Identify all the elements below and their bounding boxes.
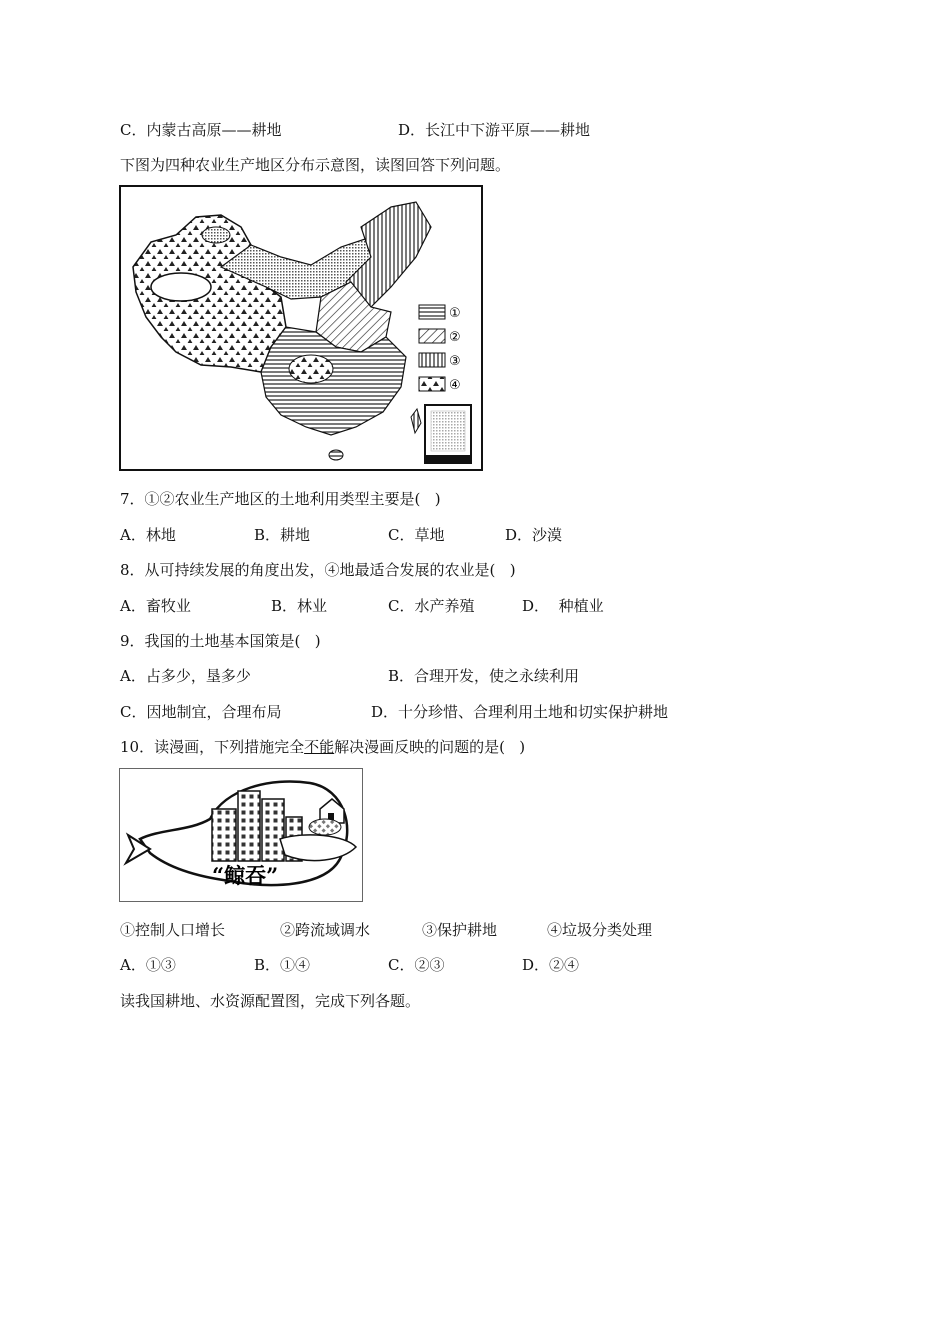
legend-label-1: ①	[449, 306, 461, 321]
q9-option-d: D．十分珍惜、合理利用土地和切实保护耕地	[371, 703, 669, 721]
q10-option-a: A．①③	[120, 956, 176, 974]
q10-option-b: B．①④	[254, 956, 311, 974]
legend-label-2: ②	[449, 330, 461, 345]
q7-option-d: D．沙漠	[505, 526, 563, 544]
q10-stem-underlined: 不能	[304, 738, 335, 756]
q9-stem: 9．我国的土地基本国策是( )	[120, 632, 321, 650]
map-intro-text: 下图为四种农业生产地区分布示意图，读图回答下列问题。	[120, 156, 511, 174]
q7-option-a: A．林地	[120, 526, 176, 544]
q7-option-b: B．耕地	[254, 526, 311, 544]
q10-option-c: C．②③	[388, 956, 445, 974]
q10-option-d: D．②④	[522, 956, 580, 974]
china-agriculture-map	[121, 187, 481, 469]
q10-measure-3: ③保护耕地	[422, 921, 498, 939]
q10-measure-1: ①控制人口增长	[120, 921, 226, 939]
q6-option-c: C．内蒙古高原——耕地	[120, 121, 282, 139]
q8-option-b: B．林业	[271, 597, 328, 615]
whale-swallowing-city-comic	[120, 769, 362, 901]
legend-label-3: ③	[449, 354, 461, 369]
q7-stem: 7．①②农业生产地区的土地利用类型主要是( )	[120, 490, 441, 508]
q8-option-d: D． 种植业	[522, 597, 604, 615]
legend-label-4: ④	[449, 378, 461, 393]
next-section-intro: 读我国耕地、水资源配置图，完成下列各题。	[120, 992, 421, 1010]
q9-option-a: A．占多少，垦多少	[120, 667, 251, 685]
q8-option-a: A．畜牧业	[120, 597, 191, 615]
q8-stem: 8．从可持续发展的角度出发，④地最适合发展的农业是( )	[120, 561, 516, 579]
q10-stem-post: 解决漫画反映的问题的是( )	[334, 738, 526, 756]
q7-option-c: C．草地	[388, 526, 445, 544]
whale-comic-figure	[119, 768, 363, 902]
q6-option-d: D．长江中下游平原——耕地	[398, 121, 591, 139]
comic-caption: “鲸吞”	[212, 863, 279, 888]
map-legend	[419, 305, 461, 393]
q10-measure-2: ②跨流域调水	[280, 921, 371, 939]
q10-stem-pre: 10．读漫画，下列措施完全	[120, 738, 305, 756]
q10-measure-4: ④垃圾分类处理	[547, 921, 653, 939]
q10-stem	[120, 737, 525, 757]
q9-option-c: C．因地制宜，合理布局	[120, 703, 282, 721]
agriculture-map-figure	[119, 185, 483, 471]
q9-option-b: B．合理开发，使之永续利用	[388, 667, 580, 685]
q8-option-c: C．水产养殖	[388, 597, 475, 615]
